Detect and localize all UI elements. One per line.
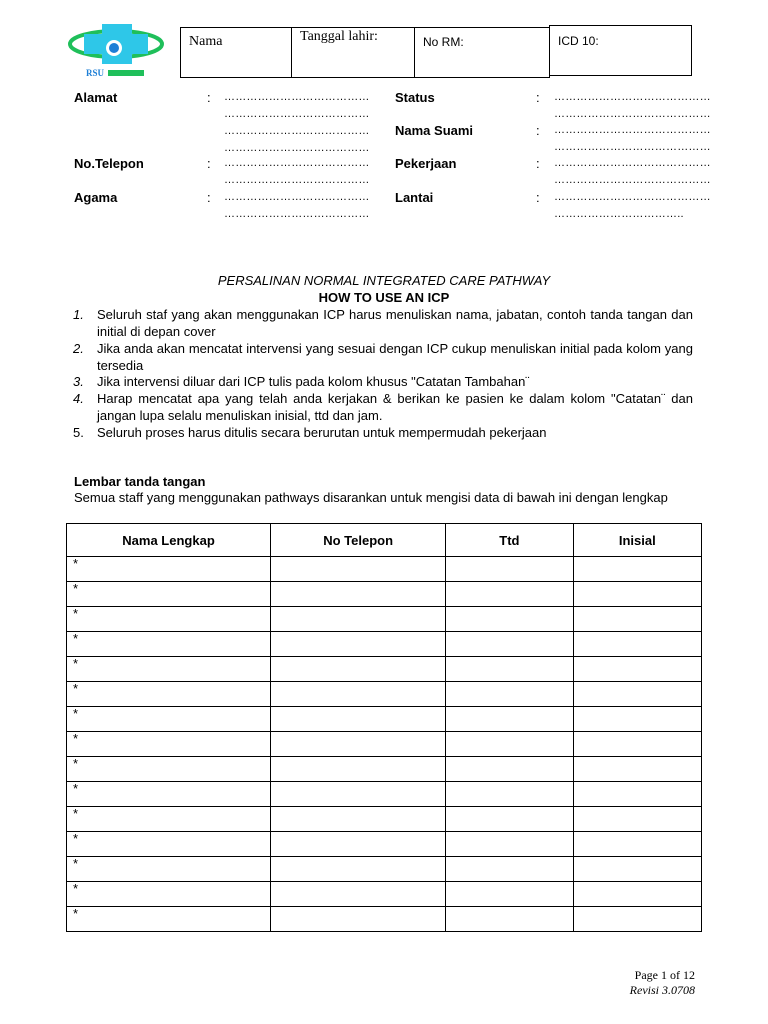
cell-inisial[interactable] <box>573 732 701 757</box>
cell-inisial[interactable] <box>573 557 701 582</box>
alamat-field[interactable] <box>74 89 394 154</box>
alamat-label: Alamat <box>74 90 118 105</box>
dots-line: ………………………………… <box>224 191 370 203</box>
hospital-logo <box>66 22 166 80</box>
table-row <box>67 557 702 582</box>
cell-inisial[interactable] <box>573 857 701 882</box>
cell-nama-lengkap[interactable]: * <box>67 882 271 907</box>
cell-inisial[interactable] <box>573 832 701 857</box>
dots-line: ………………………………… <box>224 208 370 220</box>
cell-ttd[interactable] <box>446 582 573 607</box>
instruction-number: 1. <box>73 307 84 322</box>
cell-ttd[interactable] <box>446 857 573 882</box>
cell-no-telepon[interactable] <box>271 682 446 707</box>
dots-line: …………………………………… <box>554 174 711 186</box>
cell-ttd[interactable] <box>446 757 573 782</box>
cell-ttd[interactable] <box>446 832 573 857</box>
cell-inisial[interactable] <box>573 882 701 907</box>
cell-no-telepon[interactable] <box>271 732 446 757</box>
dots-line: …………………………………… <box>554 91 711 103</box>
no-rm-field[interactable] <box>414 27 550 78</box>
table-row <box>67 582 702 607</box>
dots-line: ………………………………… <box>224 108 370 120</box>
no-telepon-label: No.Telepon <box>74 156 144 171</box>
logo-text: RSU <box>86 68 105 78</box>
dots-line: …………………………………… <box>554 108 711 120</box>
agama-label: Agama <box>74 190 118 205</box>
cell-no-telepon[interactable] <box>271 882 446 907</box>
table-row <box>67 807 702 832</box>
table-row <box>67 632 702 657</box>
cell-ttd[interactable] <box>446 557 573 582</box>
dots-line: ………………………………… <box>224 91 370 103</box>
cell-nama-lengkap[interactable]: * <box>67 732 271 757</box>
pekerjaan-label: Pekerjaan <box>395 156 457 171</box>
table-header-row <box>67 524 702 557</box>
cell-ttd[interactable] <box>446 707 573 732</box>
nama-field[interactable] <box>180 27 292 78</box>
cell-nama-lengkap[interactable]: * <box>67 657 271 682</box>
cell-inisial[interactable] <box>573 807 701 832</box>
cell-inisial[interactable] <box>573 582 701 607</box>
lantai-label: Lantai <box>395 190 434 205</box>
revision-number: Revisi 3.0708 <box>629 983 695 997</box>
cell-ttd[interactable] <box>446 907 573 932</box>
cell-no-telepon[interactable] <box>271 832 446 857</box>
cell-inisial[interactable] <box>573 782 701 807</box>
signature-section-title: Lembar tanda tangan <box>74 474 206 489</box>
cell-ttd[interactable] <box>446 807 573 832</box>
signature-section-description: Semua staff yang menggunakan pathways disarankan untuk mengisi data di bawah ini dengan lengkap <box>74 490 668 505</box>
cell-inisial[interactable] <box>573 657 701 682</box>
colon: : <box>207 156 211 171</box>
cell-no-telepon[interactable] <box>271 632 446 657</box>
cell-inisial[interactable] <box>573 707 701 732</box>
cell-no-telepon[interactable] <box>271 607 446 632</box>
cell-no-telepon[interactable] <box>271 782 446 807</box>
cell-ttd[interactable] <box>446 782 573 807</box>
cell-nama-lengkap[interactable]: * <box>67 582 271 607</box>
signature-table <box>66 523 702 932</box>
pekerjaan-field[interactable] <box>395 155 725 189</box>
cell-nama-lengkap[interactable]: * <box>67 682 271 707</box>
colon: : <box>536 156 540 171</box>
cell-nama-lengkap[interactable]: * <box>67 557 271 582</box>
table-row <box>67 757 702 782</box>
tanggal-lahir-label: Tanggal lahir: <box>300 29 378 44</box>
cell-no-telepon[interactable] <box>271 807 446 832</box>
table-row <box>67 682 702 707</box>
dots-line: …………………………………… <box>554 141 711 153</box>
column-header-ttd: Ttd <box>446 524 573 557</box>
cell-inisial[interactable] <box>573 757 701 782</box>
cell-nama-lengkap[interactable]: * <box>67 707 271 732</box>
cell-no-telepon[interactable] <box>271 657 446 682</box>
no-telepon-field[interactable] <box>74 155 394 189</box>
instruction-number: 5. <box>73 425 84 440</box>
page-number: Page 1 of 12 <box>634 968 695 982</box>
cell-ttd[interactable] <box>446 882 573 907</box>
icd-label: ICD 10: <box>558 34 599 48</box>
tanggal-lahir-field[interactable] <box>291 27 415 78</box>
instruction-text: Harap mencatat apa yang telah anda kerjakan & berikan ke pasien ke dalam kolom "Catatan¨ dan jangan lupa selalu menuliskan inisial, ttd dan jam. <box>97 391 693 423</box>
cell-nama-lengkap[interactable]: * <box>67 907 271 932</box>
cell-inisial[interactable] <box>573 682 701 707</box>
document-title: PERSALINAN NORMAL INTEGRATED CARE PATHWAY <box>217 273 551 288</box>
status-label: Status <box>395 90 435 105</box>
nama-label: Nama <box>189 34 223 49</box>
cell-no-telepon[interactable] <box>271 757 446 782</box>
cell-nama-lengkap[interactable]: * <box>67 832 271 857</box>
table-row <box>67 832 702 857</box>
cell-nama-lengkap[interactable]: * <box>67 857 271 882</box>
cell-nama-lengkap[interactable]: * <box>67 757 271 782</box>
column-header-nama-lengkap: Nama Lengkap <box>67 524 271 557</box>
cell-ttd[interactable] <box>446 732 573 757</box>
agama-field[interactable] <box>74 189 394 223</box>
icd-field[interactable] <box>549 25 692 76</box>
table-row <box>67 882 702 907</box>
instruction-text: Jika anda akan mencatat intervensi yang sesuai dengan ICP cukup menuliskan initial pada kolom yang tersedia <box>97 341 693 373</box>
instruction-text: Seluruh proses harus ditulis secara berurutan untuk mempermudah pekerjaan <box>97 425 547 440</box>
instruction-item <box>73 390 693 424</box>
cell-ttd[interactable] <box>446 682 573 707</box>
cell-nama-lengkap[interactable]: * <box>67 782 271 807</box>
instruction-text: Jika intervensi diluar dari ICP tulis pada kolom khusus "Catatan Tambahan¨ <box>97 374 530 389</box>
cell-no-telepon[interactable] <box>271 907 446 932</box>
instruction-item <box>73 424 693 441</box>
dots-line: ………………………………… <box>224 174 370 186</box>
colon: : <box>207 90 211 105</box>
table-row <box>67 707 702 732</box>
dots-line: ………………………………… <box>224 157 370 169</box>
cell-no-telepon[interactable] <box>271 707 446 732</box>
cell-nama-lengkap[interactable]: * <box>67 607 271 632</box>
table-row <box>67 907 702 932</box>
instruction-item <box>73 373 693 390</box>
no-rm-label: No RM: <box>423 35 464 49</box>
document-subtitle: HOW TO USE AN ICP <box>318 290 450 305</box>
cell-inisial[interactable] <box>573 907 701 932</box>
instruction-number: 4. <box>73 391 84 406</box>
cell-ttd[interactable] <box>446 657 573 682</box>
column-header-inisial: Inisial <box>573 524 701 557</box>
table-row <box>67 857 702 882</box>
status-field[interactable] <box>395 89 725 123</box>
cell-no-telepon[interactable] <box>271 557 446 582</box>
colon: : <box>536 90 540 105</box>
cell-nama-lengkap[interactable]: * <box>67 807 271 832</box>
instruction-text: Seluruh staf yang akan menggunakan ICP harus menuliskan nama, jabatan, contoh tanda tangan dan initial di depan cover <box>97 307 693 339</box>
page-footer <box>630 968 695 998</box>
dots-line: ………………………………… <box>224 125 370 137</box>
lantai-field[interactable] <box>395 189 725 223</box>
colon: : <box>536 123 540 138</box>
dots-line: …………………………………… <box>554 157 711 169</box>
table-row <box>67 607 702 632</box>
nama-suami-field[interactable] <box>395 122 725 156</box>
cell-ttd[interactable] <box>446 607 573 632</box>
cell-inisial[interactable] <box>573 607 701 632</box>
dots-line: …………………………………… <box>554 124 711 136</box>
colon: : <box>536 190 540 205</box>
cell-no-telepon[interactable] <box>271 857 446 882</box>
table-row <box>67 782 702 807</box>
colon: : <box>207 190 211 205</box>
cell-no-telepon[interactable] <box>271 582 446 607</box>
table-row <box>67 732 702 757</box>
instruction-number: 3. <box>73 374 84 389</box>
nama-suami-label: Nama Suami <box>395 123 474 138</box>
column-header-no-telepon: No Telepon <box>271 524 446 557</box>
cell-nama-lengkap[interactable]: * <box>67 632 271 657</box>
cell-inisial[interactable] <box>573 632 701 657</box>
cell-ttd[interactable] <box>446 632 573 657</box>
dots-line: …………………………….. <box>554 208 684 220</box>
instruction-item <box>73 306 693 340</box>
instruction-number: 2. <box>73 341 84 356</box>
table-row <box>67 657 702 682</box>
dots-line: …………………………………… <box>554 191 711 203</box>
dots-line: ………………………………… <box>224 142 370 154</box>
instruction-item <box>73 340 693 374</box>
